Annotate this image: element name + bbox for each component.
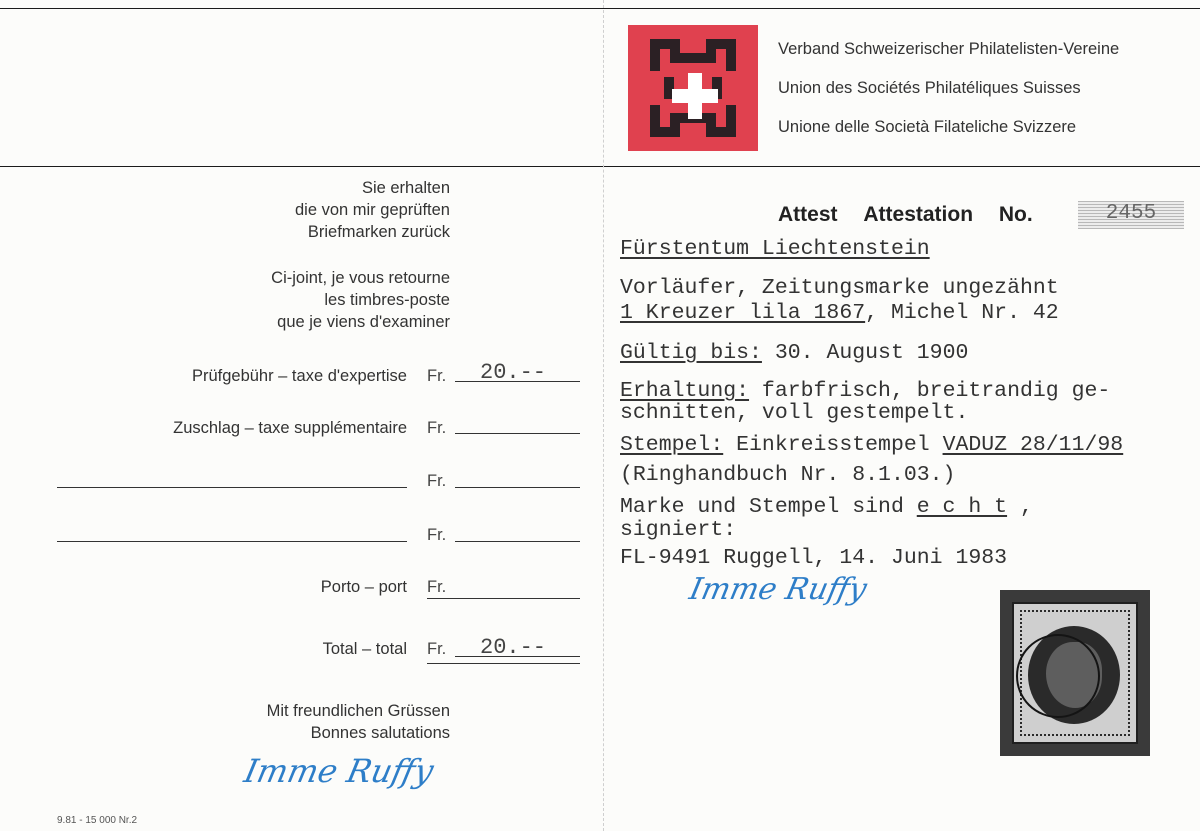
- greeting-line: Bonnes salutations: [310, 724, 450, 742]
- total-double-line: [427, 663, 580, 664]
- left-signature: Imme Ruffy: [240, 752, 437, 790]
- certificate-number-box: [1078, 201, 1184, 229]
- blank-label-line: [57, 487, 407, 488]
- left-de-line: Sie erhalten: [361, 179, 450, 197]
- handbook-ref: (Ringhandbuch Nr. 8.1.03.): [620, 463, 956, 487]
- genuine-statement: [620, 496, 1033, 518]
- fold-line: [603, 0, 604, 831]
- greeting: [267, 700, 450, 744]
- top-rule: [0, 8, 1200, 9]
- cancellation-type: Einkreisstempel: [723, 433, 943, 457]
- left-de-line: Briefmarken zurück: [307, 223, 450, 241]
- stamp-desc: [620, 302, 1059, 324]
- condition-value: farbfrisch, breitrandig ge-: [749, 379, 1111, 403]
- currency-label: Fr.: [427, 419, 447, 437]
- validity-label: Gültig bis:: [620, 341, 762, 365]
- currency-label: Fr.: [427, 640, 447, 658]
- left-fr-line: les timbres-poste: [324, 291, 450, 309]
- cancellation-place: VADUZ 28/11/98: [942, 433, 1124, 457]
- attest-word: Attest: [778, 203, 838, 226]
- stamp-value: 1 Kreuzer lila 1867: [620, 301, 866, 325]
- left-de-text: [295, 177, 450, 243]
- surcharge-label: Zuschlag – taxe supplémentaire: [173, 419, 407, 437]
- currency-label: Fr.: [427, 578, 447, 596]
- condition: [620, 380, 1110, 402]
- condition-label: Erhaltung:: [620, 379, 750, 403]
- stamp-type: Vorläufer, Zeitungsmarke ungezähnt: [620, 276, 1059, 300]
- validity: [620, 342, 968, 364]
- currency-label: Fr.: [427, 472, 447, 490]
- blank-amount-line: [455, 541, 580, 542]
- attest-signature: Imme Ruffy: [686, 572, 870, 607]
- left-de-line: die von mir geprüften: [294, 201, 450, 219]
- org-name-de: Verband Schweizerischer Philatelisten-Vereine: [778, 40, 1120, 58]
- place-date: FL-9491 Ruggell, 14. Juni 1983: [620, 546, 1008, 570]
- total-label: Total – total: [322, 640, 407, 658]
- left-fr-line: Ci-joint, je vous retourne: [271, 269, 450, 287]
- genuine-pre: Marke und Stempel sind: [620, 495, 917, 519]
- header-rule: [0, 166, 1200, 167]
- currency-label: Fr.: [427, 526, 447, 544]
- fee-value: 20.--: [480, 360, 547, 385]
- validity-value: 30. August 1900: [761, 341, 969, 365]
- certificate-number: 2455: [1105, 202, 1157, 225]
- number-label: No.: [998, 203, 1033, 226]
- greeting-line: Mit freundlichen Grüssen: [266, 702, 450, 720]
- porto-line: [427, 598, 580, 599]
- porto-label: Porto – port: [320, 578, 407, 596]
- svpv-logo: [628, 25, 758, 151]
- org-name-it: Unione delle Società Filateliche Svizzere: [778, 118, 1077, 136]
- genuine-post: ,: [1007, 495, 1033, 519]
- signed-label: signiert:: [620, 518, 737, 542]
- country: Fürstentum Liechtenstein: [620, 237, 930, 261]
- fee-label: Prüfgebühr – taxe d'expertise: [191, 367, 407, 385]
- stamp-image: [1000, 590, 1150, 756]
- stamp-catalog: , Michel Nr. 42: [865, 301, 1059, 325]
- genuine-word: e c h t: [916, 495, 1008, 519]
- condition-cont: schnitten, voll gestempelt.: [620, 401, 969, 425]
- cancellation: [620, 434, 1123, 456]
- left-fr-text: [271, 267, 450, 333]
- print-footer: 9.81 - 15 000 Nr.2: [57, 815, 138, 826]
- surcharge-line: [455, 433, 580, 434]
- currency-label: Fr.: [427, 367, 447, 385]
- blank-amount-line: [455, 487, 580, 488]
- blank-label-line: [57, 541, 407, 542]
- attest-title: [778, 203, 1033, 227]
- org-name-fr: Union des Sociétés Philatéliques Suisses: [778, 79, 1081, 97]
- left-fr-line: que je viens d'examiner: [277, 313, 450, 331]
- cancellation-label: Stempel:: [620, 433, 724, 457]
- attestation-word: Attestation: [863, 203, 974, 226]
- total-value: 20.--: [480, 635, 547, 660]
